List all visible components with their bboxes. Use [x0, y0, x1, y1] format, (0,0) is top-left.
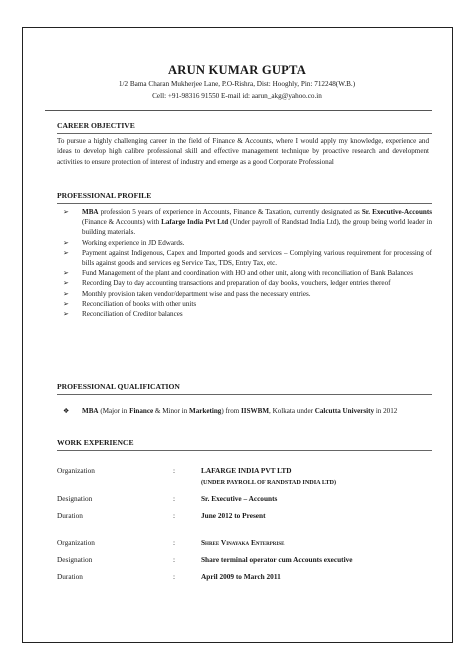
- designation-value: Sr. Executive – Accounts: [201, 494, 278, 503]
- separator: :: [173, 466, 176, 475]
- list-item: ➢ MBA profession 5 years of experience in Accounts, Finance & Taxation, currently designated as Sr. Executive-Accounts (Finance & Accounts) with Lafarge India Pvt Ltd (Under payroll of Randstad India Ltd), the group being world leader in building materials.: [63, 208, 432, 237]
- separator: :: [173, 538, 176, 547]
- arrow-bullet-icon: ➢: [63, 289, 69, 298]
- candidate-name: ARUN KUMAR GUPTA: [168, 63, 306, 77]
- work-experience-title: WORK EXPERIENCE: [57, 438, 134, 447]
- section-divider: [57, 203, 432, 204]
- list-item: ➢ Payment against Indigenous, Capex and Imported goods and services – Complying various requirement for processing of bills against goods and services eg Service Tax, TDS, Entry Tax, etc.: [63, 248, 432, 268]
- organization-subtext: (UNDER PAYROLL OF RANDSTAD INDIA LTD): [201, 479, 337, 486]
- arrow-bullet-icon: ➢: [63, 269, 69, 278]
- designation-value: Share terminal operator cum Accounts executive: [201, 555, 353, 564]
- designation-label: Designation: [57, 555, 93, 564]
- list-item: ➢ Fund Management of the plant and coordination with HO and other unit, along with reconciliation of Bank Balances: [63, 269, 413, 278]
- career-objective-text: To pursue a highly challenging career in the field of Finance & Accounts, where I would apply my knowledge, experience and ideas to develop high calibre professional skill and effective management technique by proactive research and development activities to ensure protection of interest of industry and emerge as a good Corporate Professional: [57, 137, 429, 166]
- separator: :: [173, 494, 176, 503]
- professional-qualification-title: PROFESSIONAL QUALIFICATION: [57, 382, 180, 391]
- separator: :: [173, 572, 176, 581]
- organization-value: LAFARGE INDIA PVT LTD: [201, 466, 292, 475]
- list-item: ➢ Working experience in JD Edwards.: [63, 238, 185, 247]
- separator: :: [173, 511, 176, 520]
- section-divider: [57, 394, 432, 395]
- arrow-bullet-icon: ➢: [63, 279, 69, 288]
- list-item: ➢ Monthly provision taken vendor/department wise and pass the necessary entries.: [63, 289, 311, 298]
- qualification-item: ❖ MBA (Major in Finance & Minor in Marketing) from IISWBM, Kolkata under Calcutta University in 2012: [63, 407, 398, 415]
- organization-value: Shree Vinayaka Enterprise: [201, 538, 285, 547]
- arrow-bullet-icon: ➢: [63, 310, 69, 319]
- duration-value: April 2009 to March 2011: [201, 572, 281, 581]
- arrow-bullet-icon: ➢: [63, 208, 69, 216]
- arrow-bullet-icon: ➢: [63, 299, 69, 308]
- organization-label: Organization: [57, 466, 95, 475]
- header-divider: [45, 110, 432, 111]
- arrow-bullet-icon: ➢: [63, 238, 69, 247]
- page-border: [22, 27, 453, 643]
- list-item: ➢ Reconciliation of books with other units: [63, 299, 197, 308]
- organization-label: Organization: [57, 538, 95, 547]
- profile-list: [60, 207, 432, 319]
- arrow-bullet-icon: ➢: [63, 248, 69, 257]
- duration-label: Duration: [57, 572, 83, 581]
- list-item: ➢ Recording Day to day accounting transactions and preparation of day books, vouchers, ledger entries thereof: [63, 279, 391, 288]
- diamond-bullet-icon: ❖: [63, 407, 70, 415]
- career-objective-title: CAREER OBJECTIVE: [57, 121, 135, 130]
- section-divider: [57, 450, 432, 451]
- contact-line: Cell: +91-98316 91550 E-mail id: aarun_akg@yahoo.co.in: [152, 92, 322, 100]
- separator: :: [173, 555, 176, 564]
- list-item: ➢ Reconciliation of Creditor balances: [63, 310, 183, 319]
- address-line: 1/2 Bama Charan Mukherjee Lane, P.O-Rishra, Dist: Hooghly, Pin: 712248(W.B.): [118, 80, 356, 88]
- duration-value: June 2012 to Present: [201, 511, 266, 520]
- designation-label: Designation: [57, 494, 93, 503]
- duration-label: Duration: [57, 511, 83, 520]
- section-divider: [57, 133, 432, 134]
- professional-profile-title: PROFESSIONAL PROFILE: [57, 191, 152, 200]
